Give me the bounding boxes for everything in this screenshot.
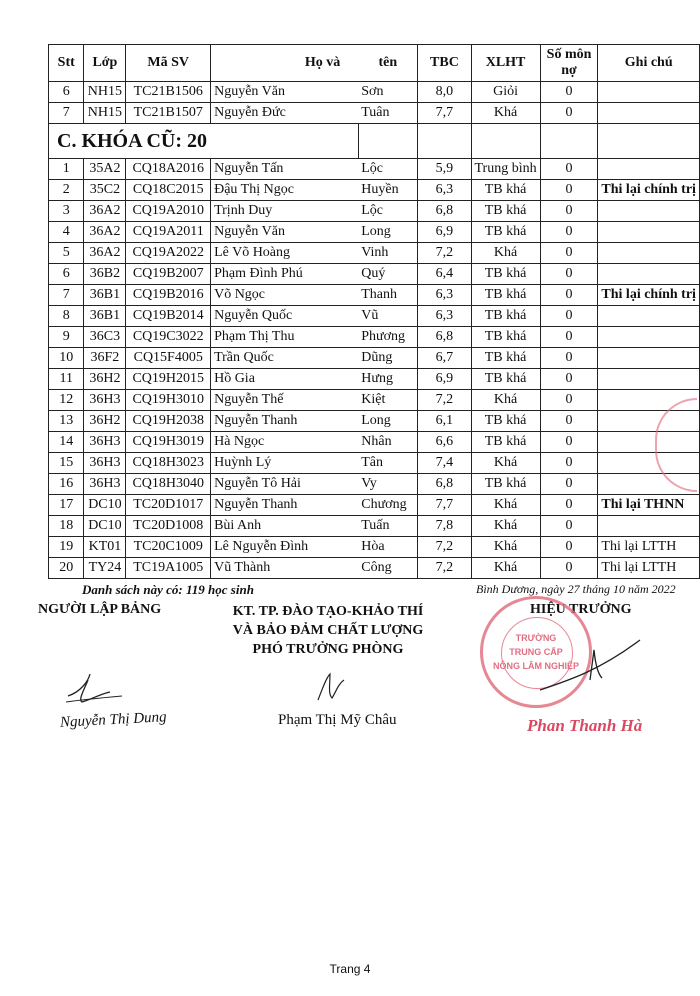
cell-masv: CQ15F4005 [126,348,211,369]
cell-no: 0 [540,82,598,103]
cell-stt: 5 [49,243,84,264]
cell-xlht: TB khá [471,285,540,306]
col-stt: Stt [49,45,84,82]
cell-lop: DC10 [84,516,126,537]
cell-hova: Võ Ngọc [211,285,359,306]
table-row [49,369,700,390]
preparer-title: NGƯỜI LẬP BẢNG [38,602,162,617]
principal-title: HIỆU TRƯỞNG [530,602,632,617]
cell-hova: Huỳnh Lý [211,453,359,474]
cell-stt: 4 [49,222,84,243]
cell-stt: 2 [49,180,84,201]
cell-xlht: Khá [471,390,540,411]
cell-masv: CQ18A2016 [126,159,211,180]
cell-tbc: 6,4 [418,264,471,285]
table-row [49,103,700,124]
cell-masv: CQ19B2007 [126,264,211,285]
table-row [49,432,700,453]
cell-hova: Lê Võ Hoàng [211,243,359,264]
cell-stt: 15 [49,453,84,474]
col-ten: tên [358,45,418,82]
cell-ten: Lộc [358,201,418,222]
cell-lop: NH15 [84,82,126,103]
cell-lop: 36B1 [84,306,126,327]
cell-no: 0 [540,558,598,579]
cell-tbc: 7,2 [418,537,471,558]
cell-xlht: TB khá [471,201,540,222]
cell-hova: Lê Nguyễn Đình [211,537,359,558]
table-row [49,243,700,264]
cell-masv: CQ18C2015 [126,180,211,201]
cell-no: 0 [540,474,598,495]
cell-tbc: 7,2 [418,390,471,411]
cell-ghichu [598,306,700,327]
cell-lop: 36H3 [84,432,126,453]
cell-xlht: TB khá [471,474,540,495]
cell-lop: 36H3 [84,453,126,474]
cell-stt: 12 [49,390,84,411]
cell-ten: Lộc [358,159,418,180]
cell-ten: Vũ [358,306,418,327]
cell-no: 0 [540,516,598,537]
table-row [49,180,700,201]
cell-ten: Nhân [358,432,418,453]
cell-ghichu [598,82,700,103]
cell-ten: Hòa [358,537,418,558]
cell-lop: 36A2 [84,243,126,264]
cell-no: 0 [540,201,598,222]
cell-ghichu: Thi lại chính trị [598,180,700,201]
principal-name: Phan Thanh Hà [527,716,643,735]
cell-hova: Phạm Đình Phú [211,264,359,285]
cell-no: 0 [540,453,598,474]
cell-masv: CQ19A2022 [126,243,211,264]
cell-tbc: 6,9 [418,369,471,390]
cell-ten: Huyền [358,180,418,201]
table-row [49,411,700,432]
cell-masv: TC20D1008 [126,516,211,537]
cell-ten: Long [358,411,418,432]
cell-hova: Nguyễn Thanh [211,495,359,516]
table-row [49,82,700,103]
cell-ghichu: Thi lại LTTH [598,537,700,558]
cell-no: 0 [540,411,598,432]
cell-ghichu [598,201,700,222]
cell-no: 0 [540,103,598,124]
cell-xlht: Khá [471,558,540,579]
cell-xlht: TB khá [471,348,540,369]
principal-signature-icon [530,630,660,710]
cell-no: 0 [540,243,598,264]
preparer-name: Nguyễn Thị Dung [59,709,167,731]
table-header-row [49,45,700,82]
cell-ten: Phương [358,327,418,348]
col-hova: Họ và [211,45,359,82]
cell-xlht: Trung bình [471,159,540,180]
table-row [49,390,700,411]
cell-tbc: 7,2 [418,243,471,264]
cell-stt: 9 [49,327,84,348]
cell-ghichu [598,369,700,390]
cell-ten: Tuân [358,103,418,124]
cell-masv: CQ19B2014 [126,306,211,327]
cell-lop: 36F2 [84,348,126,369]
cell-tbc: 6,7 [418,348,471,369]
cell-tbc: 7,8 [418,516,471,537]
cell-masv: TC20D1017 [126,495,211,516]
cell-xlht: TB khá [471,222,540,243]
cell-xlht: Khá [471,537,540,558]
cell-tbc: 8,0 [418,82,471,103]
cell-no: 0 [540,159,598,180]
cell-xlht: Khá [471,243,540,264]
cell-lop: DC10 [84,495,126,516]
cell-ghichu [598,348,700,369]
cell-stt: 13 [49,411,84,432]
cell-xlht: Giỏi [471,82,540,103]
table-row [49,537,700,558]
cell-no: 0 [540,327,598,348]
cell-ten: Chương [358,495,418,516]
cell-lop: 36A2 [84,222,126,243]
cell-tbc: 7,4 [418,453,471,474]
cell-stt: 7 [49,103,84,124]
col-xlht: XLHT [471,45,540,82]
cell-xlht: TB khá [471,432,540,453]
cell-hova: Nguyễn Thế [211,390,359,411]
cell-xlht: TB khá [471,306,540,327]
cell-hova: Nguyễn Đức [211,103,359,124]
cell-xlht: Khá [471,495,540,516]
dept-line-3: PHÓ TRƯỞNG PHÒNG [252,642,404,657]
cell-stt: 7 [49,285,84,306]
cell-no: 0 [540,495,598,516]
cell-no: 0 [540,180,598,201]
cell-hova: Nguyễn Văn [211,222,359,243]
cell-masv: CQ19A2010 [126,201,211,222]
col-ghichu: Ghi chú [598,45,700,82]
cell-tbc: 6,8 [418,201,471,222]
cell-masv: TC20C1009 [126,537,211,558]
cell-ten: Công [358,558,418,579]
cell-ghichu [598,264,700,285]
col-somonno: Số môn nợ [540,45,598,82]
cell-masv: TC19A1005 [126,558,211,579]
cell-masv: TC21B1507 [126,103,211,124]
cell-no: 0 [540,369,598,390]
table-row [49,474,700,495]
table-row [49,558,700,579]
cell-ghichu [598,516,700,537]
dept-line-1: KT. TP. ĐÀO TẠO-KHẢO THÍ [232,604,424,619]
cell-ghichu [598,243,700,264]
cell-stt: 1 [49,159,84,180]
cell-ghichu [598,159,700,180]
cell-stt: 6 [49,264,84,285]
cell-stt: 17 [49,495,84,516]
cell-xlht: TB khá [471,327,540,348]
cell-hova: Trần Quốc [211,348,359,369]
cell-lop: 35C2 [84,180,126,201]
date-text: Bình Dương, ngày 27 tháng 10 năm 2022 [476,582,676,596]
cell-stt: 10 [49,348,84,369]
cell-xlht: Khá [471,516,540,537]
section-title: C. KHÓA CŨ: 20 [49,124,359,159]
cell-tbc: 6,1 [418,411,471,432]
cell-stt: 6 [49,82,84,103]
table-row [49,201,700,222]
cell-tbc: 7,2 [418,558,471,579]
cell-hova: Hà Ngọc [211,432,359,453]
cell-tbc: 6,8 [418,327,471,348]
table-row [49,285,700,306]
cell-ghichu: Thi lại LTTH [598,558,700,579]
cell-masv: CQ19A2011 [126,222,211,243]
col-lop: Lớp [84,45,126,82]
cell-lop: NH15 [84,103,126,124]
cell-lop: 36A2 [84,201,126,222]
cell-ten: Tân [358,453,418,474]
preparer-signature-icon [60,670,130,710]
cell-stt: 14 [49,432,84,453]
cell-no: 0 [540,306,598,327]
cell-masv: CQ19H2038 [126,411,211,432]
cell-xlht: TB khá [471,264,540,285]
cell-hova: Hồ Gia [211,369,359,390]
cell-lop: KT01 [84,537,126,558]
cell-ten: Hưng [358,369,418,390]
cell-masv: CQ18H3023 [126,453,211,474]
cell-hova: Nguyễn Quốc [211,306,359,327]
cell-xlht: TB khá [471,180,540,201]
cell-stt: 18 [49,516,84,537]
cell-stt: 19 [49,537,84,558]
cell-ghichu: Thi lại chính trị [598,285,700,306]
cell-lop: 36H2 [84,411,126,432]
cell-hova: Bùi Anh [211,516,359,537]
cell-xlht: Khá [471,103,540,124]
cell-stt: 3 [49,201,84,222]
cell-ten: Vy [358,474,418,495]
cell-tbc: 6,9 [418,222,471,243]
table-row [49,453,700,474]
department-block [208,602,448,659]
cell-masv: CQ19H2015 [126,369,211,390]
dept-signature-icon [312,670,352,706]
cell-stt: 11 [49,369,84,390]
table-row [49,495,700,516]
cell-hova: Nguyễn Tô Hải [211,474,359,495]
cell-masv: CQ19H3019 [126,432,211,453]
cell-ten: Kiệt [358,390,418,411]
table-row [49,264,700,285]
cell-tbc: 6,6 [418,432,471,453]
cell-ghichu [598,222,700,243]
cell-no: 0 [540,390,598,411]
student-table [48,44,700,579]
cell-tbc: 7,7 [418,103,471,124]
cell-tbc: 6,3 [418,306,471,327]
cell-no: 0 [540,348,598,369]
cell-ten: Tuấn [358,516,418,537]
cell-no: 0 [540,537,598,558]
cell-hova: Nguyễn Tấn [211,159,359,180]
cell-no: 0 [540,285,598,306]
table-row [49,516,700,537]
cell-stt: 8 [49,306,84,327]
cell-hova: Đậu Thị Ngọc [211,180,359,201]
cell-lop: 36H3 [84,474,126,495]
cell-lop: 35A2 [84,159,126,180]
cell-masv: TC21B1506 [126,82,211,103]
summary-text: Danh sách này có: 119 học sinh [82,582,254,597]
cell-hova: Nguyễn Văn [211,82,359,103]
col-masv: Mã SV [126,45,211,82]
school-seal-icon: TRƯỜNG TRUNG CẤP NÔNG LÂM NGHIỆP [480,596,592,708]
cell-masv: CQ19B2016 [126,285,211,306]
cell-tbc: 6,8 [418,474,471,495]
dept-name: Phạm Thị Mỹ Châu [278,712,397,728]
cell-lop: TY24 [84,558,126,579]
cell-xlht: TB khá [471,369,540,390]
cell-stt: 16 [49,474,84,495]
col-tbc: TBC [418,45,471,82]
cell-ghichu: Thi lại THNN [598,495,700,516]
table-row [49,327,700,348]
cell-xlht: Khá [471,453,540,474]
cell-lop: 36B1 [84,285,126,306]
cell-ten: Long [358,222,418,243]
cell-masv: CQ19H3010 [126,390,211,411]
cell-hova: Trịnh Duy [211,201,359,222]
table-row [49,222,700,243]
cell-stt: 20 [49,558,84,579]
cell-lop: 36H2 [84,369,126,390]
cell-ten: Vinh [358,243,418,264]
cell-no: 0 [540,432,598,453]
dept-line-2: VÀ BẢO ĐẢM CHẤT LƯỢNG [232,623,424,638]
cell-hova: Phạm Thị Thu [211,327,359,348]
cell-ten: Dũng [358,348,418,369]
cell-ten: Quý [358,264,418,285]
cell-ghichu [598,103,700,124]
cell-ten: Thanh [358,285,418,306]
cell-masv: CQ18H3040 [126,474,211,495]
cell-tbc: 6,3 [418,285,471,306]
cell-masv: CQ19C3022 [126,327,211,348]
cell-lop: 36C3 [84,327,126,348]
cell-xlht: TB khá [471,411,540,432]
cell-no: 0 [540,264,598,285]
table-row [49,159,700,180]
section-row [49,124,700,159]
table-row [49,306,700,327]
cell-hova: Nguyễn Thanh [211,411,359,432]
cell-ghichu [598,327,700,348]
cell-tbc: 7,7 [418,495,471,516]
cell-tbc: 5,9 [418,159,471,180]
table-row [49,348,700,369]
cell-no: 0 [540,222,598,243]
cell-lop: 36B2 [84,264,126,285]
cell-tbc: 6,3 [418,180,471,201]
cell-lop: 36H3 [84,390,126,411]
cell-ten: Sơn [358,82,418,103]
page-number: Trang 4 [329,962,371,976]
cell-hova: Vũ Thành [211,558,359,579]
